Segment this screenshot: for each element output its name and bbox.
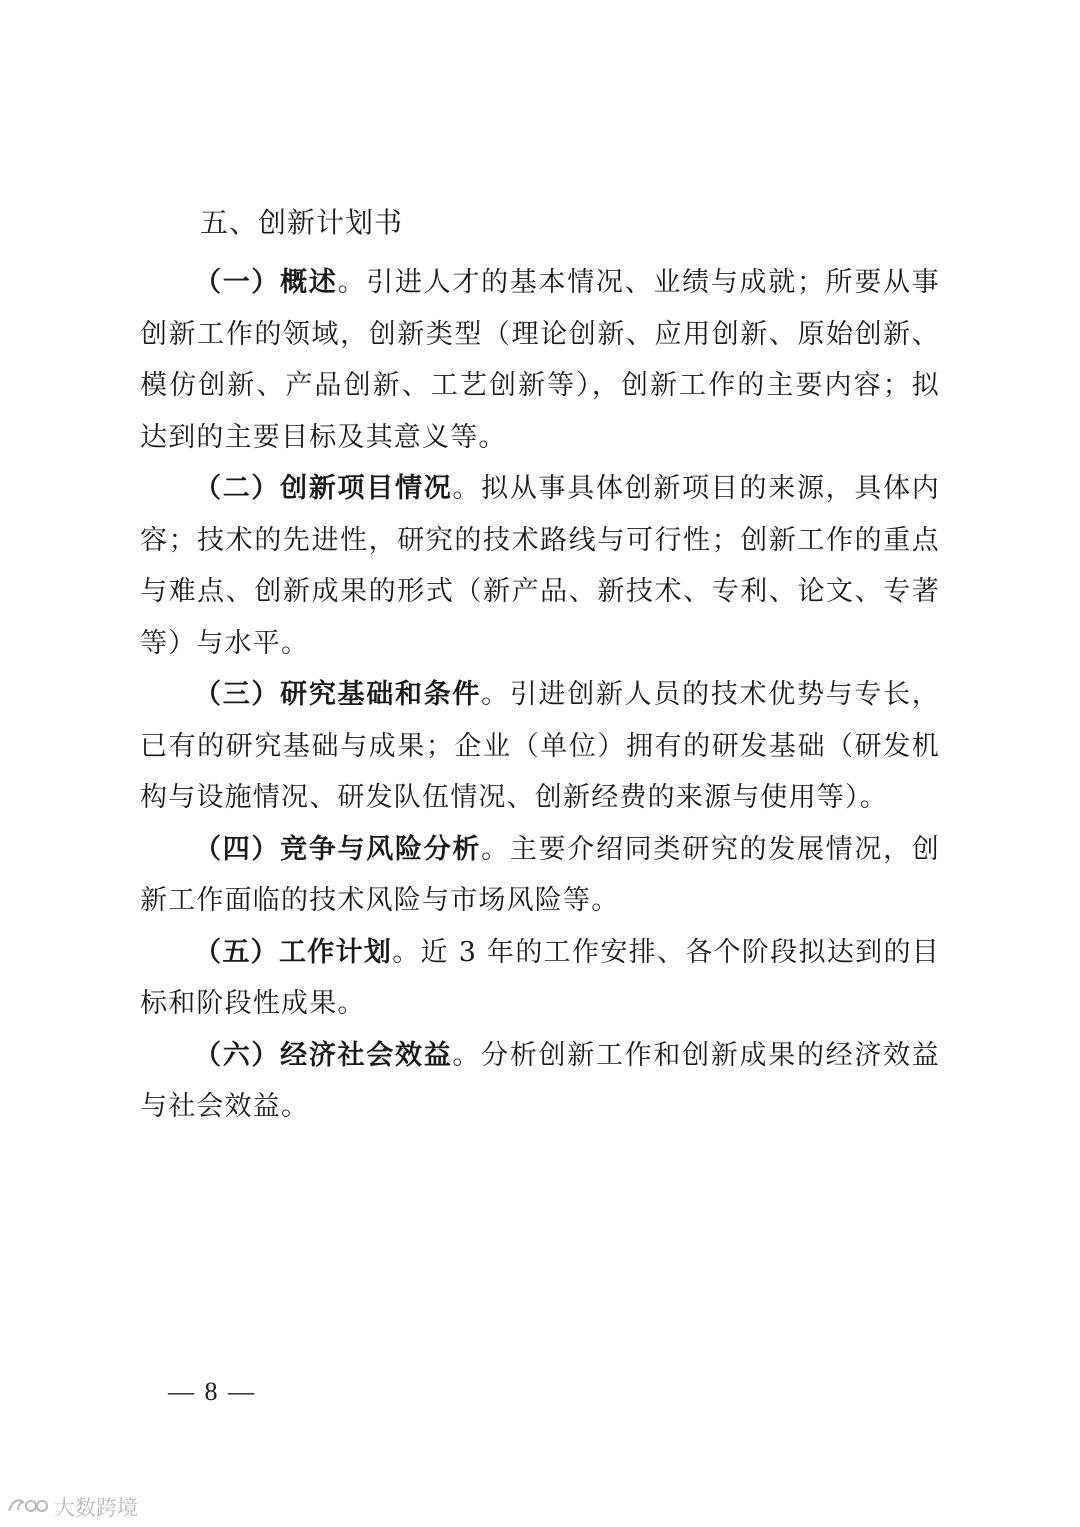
page-number: — 8 — (168, 1377, 256, 1406)
paragraph-text: 。引进创新人员的技术优势与专长，已有的研究基础与成果；企业（单位）拥有的研发基础（研发机构与设施情况、研发队伍情况、创新经费的来源与使用等）。 (140, 679, 941, 813)
paragraph-heading: （二）创新项目情况 (194, 473, 453, 504)
document-body (140, 257, 940, 1133)
paragraph-text: 。引进人才的基本情况、业绩与成就；所要从事创新工作的领域，创新类型（理论创新、应用创新、原始创新、模仿创新、产品创新、工艺创新等），创新工作的主要内容；拟达到的主要目标及其意义等。 (140, 267, 940, 453)
paragraph-foundation (140, 669, 940, 824)
paragraph-risk (140, 824, 940, 927)
paragraph-overview (140, 257, 940, 463)
paragraph-benefit (140, 1030, 940, 1133)
paragraph-text: 。拟从事具体创新项目的来源，具体内容；技术的先进性，研究的技术路线与可行性；创新工作的重点与难点、创新成果的形式（新产品、新技术、专利、论文、专著等）与水平。 (140, 473, 940, 659)
watermark (6, 1493, 138, 1521)
paragraph-text: 。分析创新工作和创新成果的经济效益与社会效益。 (140, 1039, 940, 1122)
bird-logo-icon (6, 1493, 50, 1522)
paragraph-heading: （一）概述 (194, 267, 338, 298)
paragraph-heading: （五）工作计划 (194, 936, 393, 968)
paragraph-plan (140, 927, 940, 1030)
paragraph-heading: （三）研究基础和条件 (194, 679, 482, 710)
paragraph-text: 。主要介绍同类研究的发展情况，创新工作面临的技术风险与市场风险等。 (140, 833, 941, 916)
paragraph-text: 。近 3 年的工作安排、各个阶段拟达到的目标和阶段性成果。 (140, 936, 941, 1019)
paragraph-heading: （六）经济社会效益 (194, 1039, 453, 1071)
watermark-text: 大数跨境 (54, 1496, 138, 1520)
section-title: 五、创新计划书 (200, 206, 404, 239)
paragraph-heading: （四）竞争与风险分析 (194, 833, 482, 865)
paragraph-project (140, 463, 940, 669)
